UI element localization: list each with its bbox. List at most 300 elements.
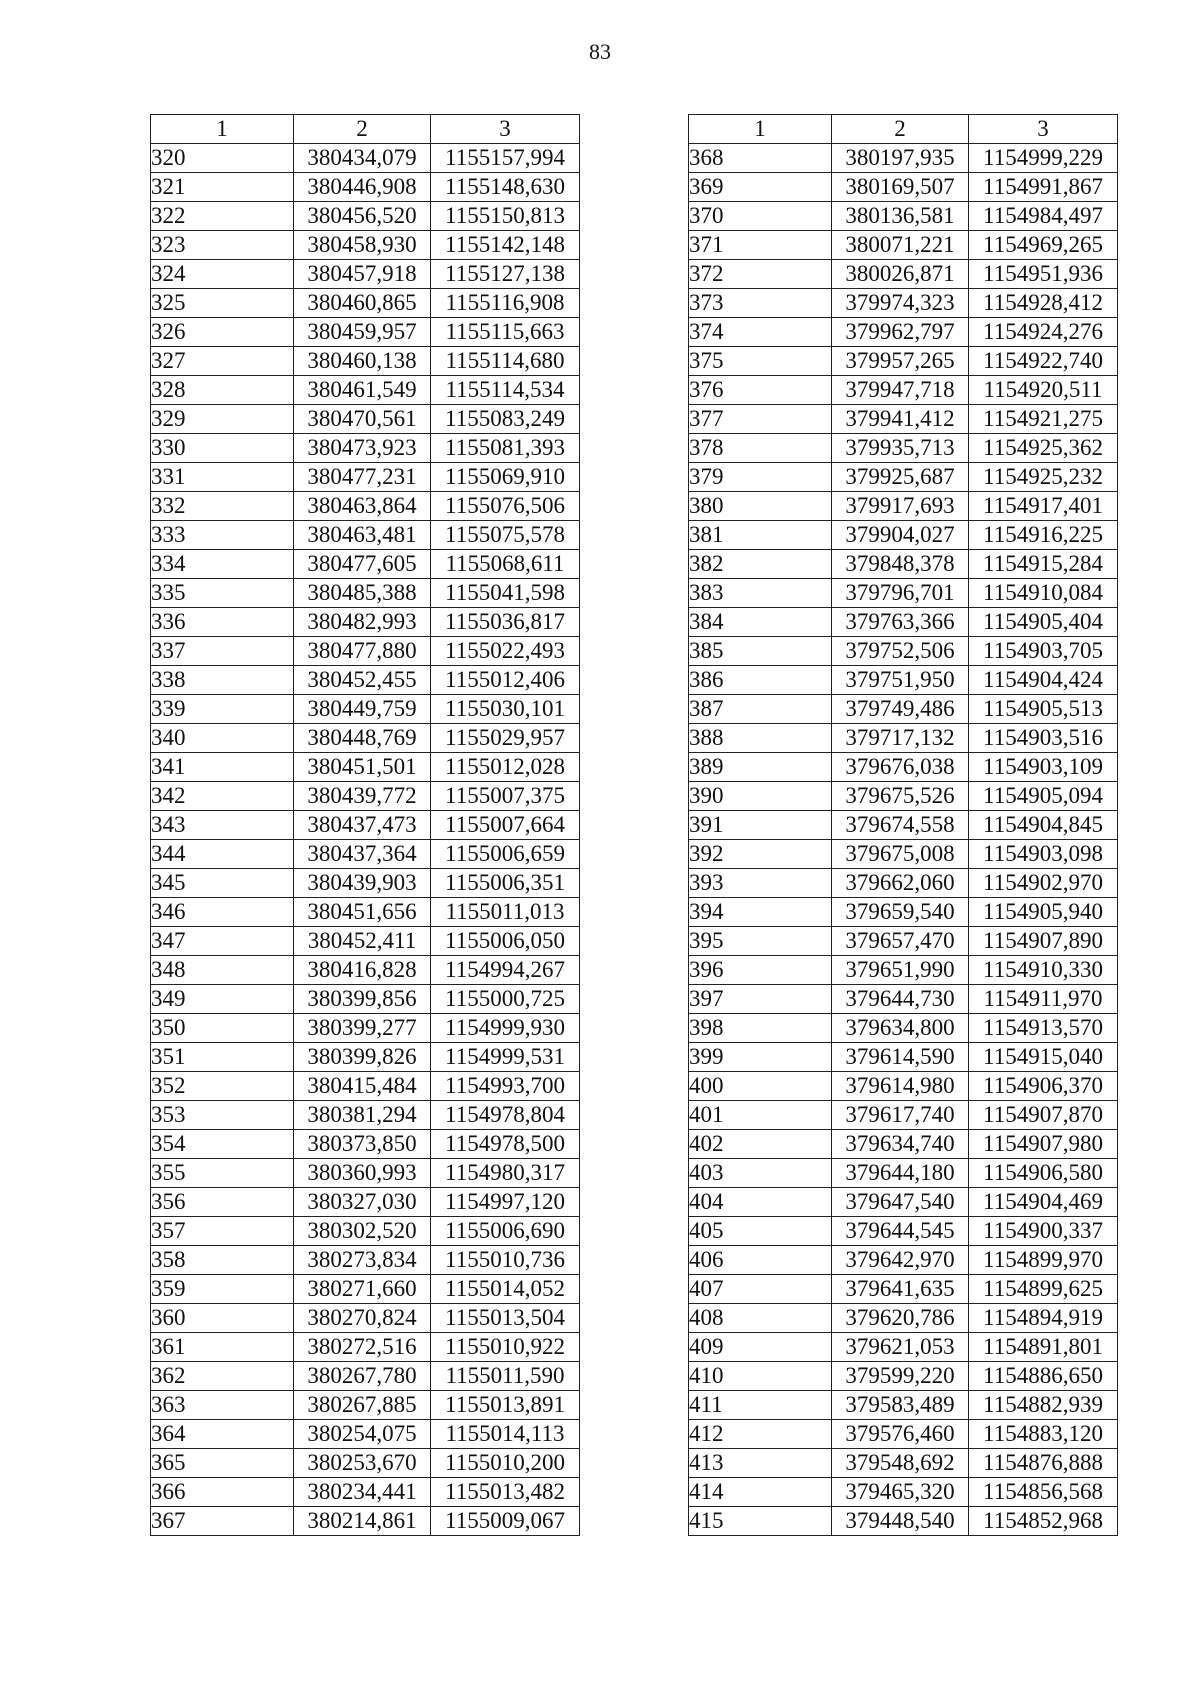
point-number-cell: 360: [151, 1304, 294, 1333]
table-row: [689, 347, 1118, 376]
point-number-cell: 340: [151, 724, 294, 753]
point-number-cell: 328: [151, 376, 294, 405]
table-row: [689, 1130, 1118, 1159]
table-row: [689, 376, 1118, 405]
point-number-cell: 361: [151, 1333, 294, 1362]
coordinate-y-cell: 1154886,650: [969, 1362, 1118, 1391]
coordinate-y-cell: 1154910,084: [969, 579, 1118, 608]
table-row: [151, 753, 580, 782]
table-row: [689, 289, 1118, 318]
table-row: [151, 927, 580, 956]
coordinate-x-cell: 379675,008: [832, 840, 969, 869]
coordinates-table-left: [150, 114, 580, 1536]
point-number-cell: 386: [689, 666, 832, 695]
point-number-cell: 325: [151, 289, 294, 318]
coordinate-x-cell: 379917,693: [832, 492, 969, 521]
table-row: [689, 1362, 1118, 1391]
coordinate-x-cell: 380360,993: [294, 1159, 431, 1188]
table-row: [689, 1391, 1118, 1420]
point-number-cell: 324: [151, 260, 294, 289]
coordinate-y-cell: 1154994,267: [431, 956, 580, 985]
coordinate-x-cell: 380458,930: [294, 231, 431, 260]
coordinate-y-cell: 1154920,511: [969, 376, 1118, 405]
coordinate-x-cell: 379751,950: [832, 666, 969, 695]
table-row: [689, 1014, 1118, 1043]
table-row: [151, 405, 580, 434]
point-number-cell: 370: [689, 202, 832, 231]
coordinate-y-cell: 1155000,725: [431, 985, 580, 1014]
point-number-cell: 351: [151, 1043, 294, 1072]
point-number-cell: 337: [151, 637, 294, 666]
point-number-cell: 365: [151, 1449, 294, 1478]
point-number-cell: 322: [151, 202, 294, 231]
point-number-cell: 334: [151, 550, 294, 579]
coordinate-x-cell: 380452,411: [294, 927, 431, 956]
coordinate-y-cell: 1154978,500: [431, 1130, 580, 1159]
point-number-cell: 329: [151, 405, 294, 434]
table-row: [689, 898, 1118, 927]
coordinate-y-cell: 1154904,845: [969, 811, 1118, 840]
coordinate-y-cell: 1155068,611: [431, 550, 580, 579]
coordinate-y-cell: 1154978,804: [431, 1101, 580, 1130]
column-header-2: 2: [294, 115, 431, 144]
coordinate-x-cell: 379614,980: [832, 1072, 969, 1101]
table-row: [689, 840, 1118, 869]
table-row: [689, 521, 1118, 550]
coordinate-x-cell: 379675,526: [832, 782, 969, 811]
coordinate-y-cell: 1154906,370: [969, 1072, 1118, 1101]
point-number-cell: 397: [689, 985, 832, 1014]
coordinate-x-cell: 380437,473: [294, 811, 431, 840]
point-number-cell: 331: [151, 463, 294, 492]
point-number-cell: 410: [689, 1362, 832, 1391]
point-number-cell: 371: [689, 231, 832, 260]
coordinate-x-cell: 380416,828: [294, 956, 431, 985]
table-row: [151, 1246, 580, 1275]
point-number-cell: 358: [151, 1246, 294, 1275]
coordinate-x-cell: 379662,060: [832, 869, 969, 898]
coordinate-y-cell: 1154899,970: [969, 1246, 1118, 1275]
point-number-cell: 359: [151, 1275, 294, 1304]
coordinate-x-cell: 379448,540: [832, 1507, 969, 1536]
point-number-cell: 373: [689, 289, 832, 318]
coordinate-x-cell: 380439,772: [294, 782, 431, 811]
point-number-cell: 323: [151, 231, 294, 260]
coordinate-y-cell: 1154904,424: [969, 666, 1118, 695]
table-row: [689, 1043, 1118, 1072]
table-row: [689, 1246, 1118, 1275]
coordinate-x-cell: 380267,885: [294, 1391, 431, 1420]
point-number-cell: 392: [689, 840, 832, 869]
point-number-cell: 357: [151, 1217, 294, 1246]
coordinate-y-cell: 1155014,113: [431, 1420, 580, 1449]
point-number-cell: 372: [689, 260, 832, 289]
coordinate-y-cell: 1155013,504: [431, 1304, 580, 1333]
table-row: [151, 1362, 580, 1391]
coordinate-x-cell: 379657,470: [832, 927, 969, 956]
coordinate-x-cell: 379548,692: [832, 1449, 969, 1478]
coordinate-x-cell: 380136,581: [832, 202, 969, 231]
coordinate-y-cell: 1155006,690: [431, 1217, 580, 1246]
coordinate-x-cell: 379614,590: [832, 1043, 969, 1072]
coordinates-table-right: [688, 114, 1118, 1536]
coordinate-y-cell: 1154993,700: [431, 1072, 580, 1101]
table-row: [689, 637, 1118, 666]
coordinate-x-cell: 380381,294: [294, 1101, 431, 1130]
coordinate-y-cell: 1155127,138: [431, 260, 580, 289]
coordinate-y-cell: 1155157,994: [431, 144, 580, 173]
point-number-cell: 332: [151, 492, 294, 521]
coordinate-y-cell: 1154999,229: [969, 144, 1118, 173]
point-number-cell: 350: [151, 1014, 294, 1043]
table-row: [689, 318, 1118, 347]
coordinate-y-cell: 1154882,939: [969, 1391, 1118, 1420]
coordinate-x-cell: 380267,780: [294, 1362, 431, 1391]
coordinate-x-cell: 380270,824: [294, 1304, 431, 1333]
coordinate-y-cell: 1154907,980: [969, 1130, 1118, 1159]
table-row: [689, 724, 1118, 753]
point-number-cell: 366: [151, 1478, 294, 1507]
coordinate-y-cell: 1154903,098: [969, 840, 1118, 869]
table-row: [689, 1304, 1118, 1333]
coordinate-y-cell: 1154906,580: [969, 1159, 1118, 1188]
table-row: [151, 144, 580, 173]
coordinate-y-cell: 1154910,330: [969, 956, 1118, 985]
coordinate-x-cell: 380434,079: [294, 144, 431, 173]
coordinate-x-cell: 379749,486: [832, 695, 969, 724]
table-row: [689, 1333, 1118, 1362]
point-number-cell: 356: [151, 1188, 294, 1217]
table-row: [689, 753, 1118, 782]
coordinate-x-cell: 380437,364: [294, 840, 431, 869]
coordinate-y-cell: 1154984,497: [969, 202, 1118, 231]
point-number-cell: 367: [151, 1507, 294, 1536]
table-row: [151, 1072, 580, 1101]
table-row: [689, 927, 1118, 956]
point-number-cell: 346: [151, 898, 294, 927]
table-row: [151, 318, 580, 347]
point-number-cell: 347: [151, 927, 294, 956]
coordinate-x-cell: 379644,730: [832, 985, 969, 1014]
table-row: [151, 1188, 580, 1217]
table-row: [151, 869, 580, 898]
coordinate-x-cell: 379644,180: [832, 1159, 969, 1188]
table-row: [689, 1507, 1118, 1536]
coordinate-y-cell: 1155011,013: [431, 898, 580, 927]
coordinate-x-cell: 380399,826: [294, 1043, 431, 1072]
coordinate-x-cell: 380456,520: [294, 202, 431, 231]
coordinate-x-cell: 379647,540: [832, 1188, 969, 1217]
coordinate-x-cell: 379763,366: [832, 608, 969, 637]
coordinate-x-cell: 379644,545: [832, 1217, 969, 1246]
table-row: [151, 376, 580, 405]
table-row: [151, 956, 580, 985]
point-number-cell: 390: [689, 782, 832, 811]
coordinate-y-cell: 1154903,109: [969, 753, 1118, 782]
table-row: [151, 608, 580, 637]
coordinate-x-cell: 379935,713: [832, 434, 969, 463]
table-row: [151, 434, 580, 463]
coordinate-y-cell: 1155142,148: [431, 231, 580, 260]
coordinate-y-cell: 1155150,813: [431, 202, 580, 231]
coordinate-y-cell: 1154903,516: [969, 724, 1118, 753]
coordinate-y-cell: 1154903,705: [969, 637, 1118, 666]
table-row: [689, 550, 1118, 579]
coordinate-x-cell: 379925,687: [832, 463, 969, 492]
coordinate-x-cell: 380449,759: [294, 695, 431, 724]
coordinate-x-cell: 380463,864: [294, 492, 431, 521]
coordinate-y-cell: 1155022,493: [431, 637, 580, 666]
table-row: [689, 579, 1118, 608]
point-number-cell: 362: [151, 1362, 294, 1391]
coordinate-y-cell: 1154905,094: [969, 782, 1118, 811]
coordinate-y-cell: 1154999,531: [431, 1043, 580, 1072]
table-row: [689, 695, 1118, 724]
coordinate-x-cell: 380399,277: [294, 1014, 431, 1043]
point-number-cell: 377: [689, 405, 832, 434]
coordinate-x-cell: 379634,740: [832, 1130, 969, 1159]
coordinate-x-cell: 379465,320: [832, 1478, 969, 1507]
coordinate-x-cell: 380485,388: [294, 579, 431, 608]
coordinate-x-cell: 379674,558: [832, 811, 969, 840]
table-row: [151, 1043, 580, 1072]
coordinate-y-cell: 1154917,401: [969, 492, 1118, 521]
point-number-cell: 352: [151, 1072, 294, 1101]
coordinate-x-cell: 379752,506: [832, 637, 969, 666]
coordinate-y-cell: 1154905,940: [969, 898, 1118, 927]
coordinate-x-cell: 380470,561: [294, 405, 431, 434]
point-number-cell: 381: [689, 521, 832, 550]
table-row: [689, 492, 1118, 521]
coordinate-x-cell: 380271,660: [294, 1275, 431, 1304]
point-number-cell: 349: [151, 985, 294, 1014]
coordinate-x-cell: 379641,635: [832, 1275, 969, 1304]
point-number-cell: 378: [689, 434, 832, 463]
coordinate-x-cell: 380448,769: [294, 724, 431, 753]
table-row: [689, 956, 1118, 985]
coordinate-x-cell: 380214,861: [294, 1507, 431, 1536]
coordinate-x-cell: 380071,221: [832, 231, 969, 260]
coordinate-x-cell: 379599,220: [832, 1362, 969, 1391]
coordinate-y-cell: 1154999,930: [431, 1014, 580, 1043]
point-number-cell: 368: [689, 144, 832, 173]
coordinate-y-cell: 1154905,404: [969, 608, 1118, 637]
table-header-row: [151, 115, 580, 144]
coordinate-y-cell: 1155076,506: [431, 492, 580, 521]
table-row: [689, 666, 1118, 695]
table-row: [151, 463, 580, 492]
table-row: [151, 231, 580, 260]
coordinate-y-cell: 1154899,625: [969, 1275, 1118, 1304]
coordinate-y-cell: 1155007,664: [431, 811, 580, 840]
table-row: [151, 666, 580, 695]
coordinate-x-cell: 379659,540: [832, 898, 969, 927]
coordinate-x-cell: 380477,231: [294, 463, 431, 492]
point-number-cell: 339: [151, 695, 294, 724]
coordinate-y-cell: 1154900,337: [969, 1217, 1118, 1246]
coordinate-y-cell: 1154852,968: [969, 1507, 1118, 1536]
point-number-cell: 408: [689, 1304, 832, 1333]
table-row: [151, 724, 580, 753]
coordinate-y-cell: 1155036,817: [431, 608, 580, 637]
coordinate-y-cell: 1155006,351: [431, 869, 580, 898]
table-row: [689, 1072, 1118, 1101]
point-number-cell: 412: [689, 1420, 832, 1449]
table-row: [689, 202, 1118, 231]
point-number-cell: 348: [151, 956, 294, 985]
coordinate-x-cell: 379941,412: [832, 405, 969, 434]
coordinate-x-cell: 380451,501: [294, 753, 431, 782]
table-row: [689, 985, 1118, 1014]
coordinate-y-cell: 1154907,890: [969, 927, 1118, 956]
coordinate-x-cell: 380439,903: [294, 869, 431, 898]
coordinate-x-cell: 380482,993: [294, 608, 431, 637]
point-number-cell: 406: [689, 1246, 832, 1275]
table-row: [151, 1333, 580, 1362]
point-number-cell: 345: [151, 869, 294, 898]
coordinate-x-cell: 379848,378: [832, 550, 969, 579]
coordinate-y-cell: 1154916,225: [969, 521, 1118, 550]
table-row: [689, 869, 1118, 898]
coordinate-x-cell: 380477,880: [294, 637, 431, 666]
coordinate-x-cell: 379796,701: [832, 579, 969, 608]
coordinate-y-cell: 1155081,393: [431, 434, 580, 463]
point-number-cell: 401: [689, 1101, 832, 1130]
table-row: [689, 434, 1118, 463]
point-number-cell: 363: [151, 1391, 294, 1420]
point-number-cell: 353: [151, 1101, 294, 1130]
table-row: [151, 521, 580, 550]
table-row: [151, 782, 580, 811]
column-header-2: 2: [832, 115, 969, 144]
table-row: [689, 1420, 1118, 1449]
coordinate-x-cell: 380451,656: [294, 898, 431, 927]
point-number-cell: 385: [689, 637, 832, 666]
coordinate-y-cell: 1154928,412: [969, 289, 1118, 318]
coordinate-y-cell: 1155041,598: [431, 579, 580, 608]
point-number-cell: 321: [151, 173, 294, 202]
coordinate-y-cell: 1154925,232: [969, 463, 1118, 492]
coordinate-y-cell: 1155010,200: [431, 1449, 580, 1478]
point-number-cell: 374: [689, 318, 832, 347]
coordinate-x-cell: 379621,053: [832, 1333, 969, 1362]
table-row: [151, 1478, 580, 1507]
point-number-cell: 413: [689, 1449, 832, 1478]
coordinate-x-cell: 379962,797: [832, 318, 969, 347]
point-number-cell: 379: [689, 463, 832, 492]
point-number-cell: 375: [689, 347, 832, 376]
table-row: [151, 347, 580, 376]
point-number-cell: 354: [151, 1130, 294, 1159]
coordinate-y-cell: 1155114,534: [431, 376, 580, 405]
point-number-cell: 383: [689, 579, 832, 608]
coordinate-y-cell: 1154894,919: [969, 1304, 1118, 1333]
point-number-cell: 384: [689, 608, 832, 637]
coordinate-y-cell: 1155075,578: [431, 521, 580, 550]
coordinate-x-cell: 380477,605: [294, 550, 431, 579]
table-row: [689, 608, 1118, 637]
coordinate-x-cell: 380327,030: [294, 1188, 431, 1217]
point-number-cell: 389: [689, 753, 832, 782]
coordinate-y-cell: 1155012,028: [431, 753, 580, 782]
coordinate-x-cell: 379634,800: [832, 1014, 969, 1043]
coordinate-x-cell: 380234,441: [294, 1478, 431, 1507]
table-header-row: [689, 115, 1118, 144]
coordinate-y-cell: 1154905,513: [969, 695, 1118, 724]
table-row: [689, 231, 1118, 260]
coordinate-y-cell: 1155116,908: [431, 289, 580, 318]
point-number-cell: 414: [689, 1478, 832, 1507]
column-header-3: 3: [431, 115, 580, 144]
coordinate-x-cell: 380415,484: [294, 1072, 431, 1101]
point-number-cell: 342: [151, 782, 294, 811]
coordinate-y-cell: 1155006,659: [431, 840, 580, 869]
coordinate-x-cell: 379974,323: [832, 289, 969, 318]
table-row: [151, 811, 580, 840]
coordinate-y-cell: 1155069,910: [431, 463, 580, 492]
table-row: [151, 492, 580, 521]
coordinate-y-cell: 1154891,801: [969, 1333, 1118, 1362]
coordinate-y-cell: 1154997,120: [431, 1188, 580, 1217]
table-row: [151, 695, 580, 724]
table-row: [689, 1159, 1118, 1188]
coordinate-x-cell: 379576,460: [832, 1420, 969, 1449]
point-number-cell: 364: [151, 1420, 294, 1449]
table-row: [151, 260, 580, 289]
coordinate-x-cell: 379904,027: [832, 521, 969, 550]
coordinate-x-cell: 380373,850: [294, 1130, 431, 1159]
point-number-cell: 387: [689, 695, 832, 724]
coordinate-x-cell: 380463,481: [294, 521, 431, 550]
table-row: [151, 289, 580, 318]
coordinate-y-cell: 1154915,040: [969, 1043, 1118, 1072]
coordinate-x-cell: 379642,970: [832, 1246, 969, 1275]
coordinate-y-cell: 1155030,101: [431, 695, 580, 724]
table-row: [151, 1217, 580, 1246]
table-row: [151, 840, 580, 869]
point-number-cell: 400: [689, 1072, 832, 1101]
table-row: [151, 1159, 580, 1188]
coordinate-y-cell: 1154904,469: [969, 1188, 1118, 1217]
coordinate-x-cell: 380460,865: [294, 289, 431, 318]
coordinate-y-cell: 1155114,680: [431, 347, 580, 376]
point-number-cell: 382: [689, 550, 832, 579]
table-row: [151, 1507, 580, 1536]
point-number-cell: 411: [689, 1391, 832, 1420]
table-row: [151, 898, 580, 927]
coordinate-x-cell: 379676,038: [832, 753, 969, 782]
table-row: [151, 579, 580, 608]
table-row: [689, 405, 1118, 434]
coordinate-x-cell: 379947,718: [832, 376, 969, 405]
table-row: [151, 637, 580, 666]
coordinate-x-cell: 379620,786: [832, 1304, 969, 1333]
table-row: [689, 463, 1118, 492]
coordinate-y-cell: 1155012,406: [431, 666, 580, 695]
table-row: [689, 1101, 1118, 1130]
table-row: [689, 260, 1118, 289]
coordinate-x-cell: 380460,138: [294, 347, 431, 376]
point-number-cell: 376: [689, 376, 832, 405]
coordinate-y-cell: 1154922,740: [969, 347, 1118, 376]
point-number-cell: 415: [689, 1507, 832, 1536]
coordinate-x-cell: 380459,957: [294, 318, 431, 347]
point-number-cell: 341: [151, 753, 294, 782]
point-number-cell: 327: [151, 347, 294, 376]
point-number-cell: 335: [151, 579, 294, 608]
table-row: [689, 1478, 1118, 1507]
coordinate-y-cell: 1154951,936: [969, 260, 1118, 289]
